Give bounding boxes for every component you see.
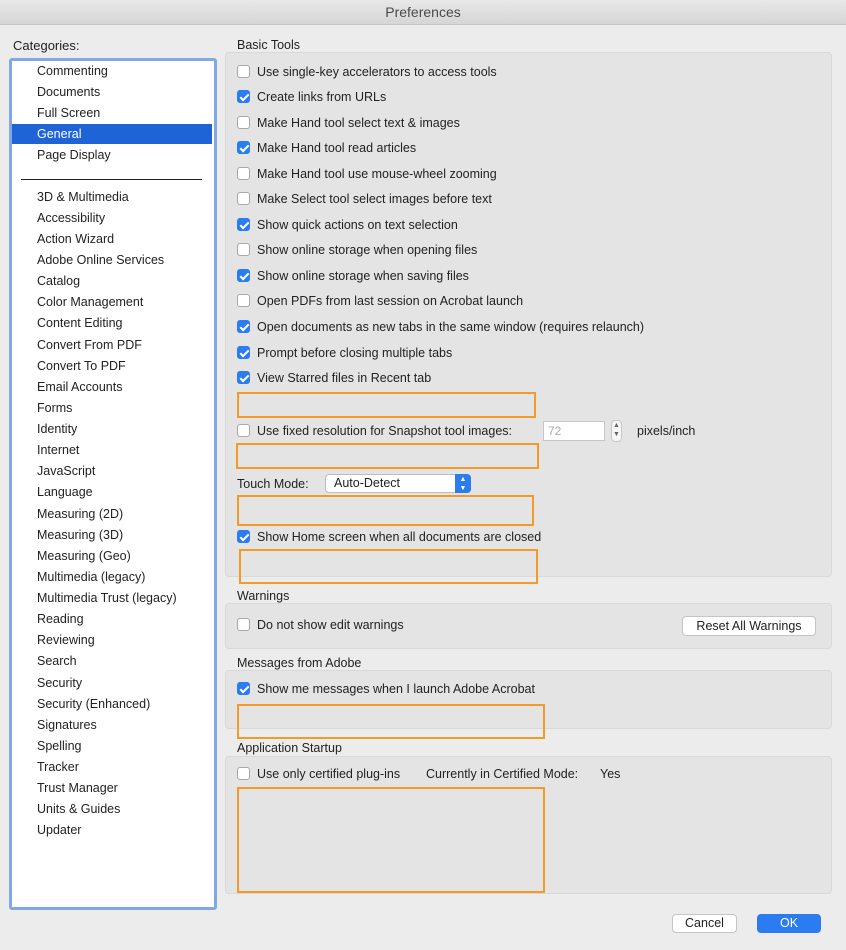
highlight-box xyxy=(237,392,536,418)
sidebar-item[interactable]: Convert From PDF xyxy=(37,338,142,352)
checkbox[interactable] xyxy=(237,320,250,333)
sidebar-item[interactable]: Multimedia Trust (legacy) xyxy=(37,591,177,605)
sidebar-item[interactable]: Measuring (2D) xyxy=(37,507,124,521)
touch-mode-value: Auto-Detect xyxy=(334,476,401,490)
sidebar-item[interactable]: Reviewing xyxy=(37,633,95,647)
section-title-messages: Messages from Adobe xyxy=(237,656,362,670)
sidebar-item[interactable]: Identity xyxy=(37,422,78,436)
highlight-box xyxy=(237,495,534,526)
stepper-up-icon[interactable]: ▲ xyxy=(613,422,620,429)
checkbox[interactable] xyxy=(237,192,250,205)
sidebar-item[interactable]: Language xyxy=(37,485,93,499)
sidebar-item-commenting[interactable]: Commenting xyxy=(37,64,108,78)
cancel-button[interactable]: Cancel xyxy=(672,914,737,933)
sidebar-item-full-screen[interactable]: Full Screen xyxy=(37,106,101,120)
checkbox[interactable] xyxy=(237,269,250,282)
checkbox[interactable] xyxy=(237,141,250,154)
sidebar-item[interactable]: Security (Enhanced) xyxy=(37,697,151,711)
categories-list[interactable] xyxy=(9,58,217,910)
checkbox[interactable] xyxy=(237,90,250,103)
stepper-down-icon[interactable]: ▼ xyxy=(613,431,620,438)
section-title-basic-tools: Basic Tools xyxy=(237,38,300,52)
sidebar-item-page-display[interactable]: Page Display xyxy=(37,148,111,162)
checkbox[interactable] xyxy=(237,243,250,256)
sidebar-item[interactable]: Content Editing xyxy=(37,316,123,330)
sidebar-item[interactable]: Reading xyxy=(37,612,84,626)
highlight-box xyxy=(239,549,538,584)
select-chevron-icon: ▲ ▼ xyxy=(455,474,471,493)
section-title-warnings: Warnings xyxy=(237,589,290,603)
checkbox[interactable] xyxy=(237,346,250,359)
sidebar-item-general[interactable]: General xyxy=(12,124,212,144)
checkbox[interactable] xyxy=(237,424,250,437)
checkbox[interactable] xyxy=(237,767,250,780)
sidebar-item[interactable]: Multimedia (legacy) xyxy=(37,570,146,584)
checkbox[interactable] xyxy=(237,682,250,695)
sidebar-item[interactable]: Spelling xyxy=(37,739,82,753)
checkbox[interactable] xyxy=(237,218,250,231)
checkbox[interactable] xyxy=(237,294,250,307)
sidebar-item[interactable]: Adobe Online Services xyxy=(37,253,165,267)
sidebar-item[interactable]: Email Accounts xyxy=(37,380,123,394)
sidebar-item[interactable]: Security xyxy=(37,676,83,690)
sidebar-item[interactable]: Forms xyxy=(37,401,73,415)
resolution-unit: pixels/inch xyxy=(637,424,696,438)
touch-mode-select[interactable] xyxy=(325,474,471,493)
ok-button[interactable]: OK xyxy=(757,914,821,933)
categories-label: Categories: xyxy=(13,38,80,53)
sidebar-item[interactable]: Catalog xyxy=(37,274,81,288)
certified-mode-label: Currently in Certified Mode: xyxy=(426,767,579,781)
highlight-box xyxy=(237,704,545,739)
sidebar-item[interactable]: 3D & Multimedia xyxy=(37,190,129,204)
highlight-box xyxy=(237,787,545,893)
sidebar-item[interactable]: Convert To PDF xyxy=(37,359,126,373)
resolution-input[interactable]: 72 xyxy=(543,421,605,441)
checkbox[interactable] xyxy=(237,167,250,180)
resolution-stepper[interactable] xyxy=(611,420,622,442)
sidebar-item-documents[interactable]: Documents xyxy=(37,85,101,99)
sidebar-item[interactable]: Internet xyxy=(37,443,80,457)
sidebar-item[interactable]: Signatures xyxy=(37,718,97,732)
checkbox[interactable] xyxy=(237,618,250,631)
sidebar-item[interactable]: Search xyxy=(37,654,77,668)
checkbox[interactable] xyxy=(237,530,250,543)
sidebar-item[interactable]: Accessibility xyxy=(37,211,106,225)
sidebar-item[interactable]: Updater xyxy=(37,823,82,837)
title-bar xyxy=(0,0,846,25)
sidebar-item[interactable]: Measuring (Geo) xyxy=(37,549,131,563)
reset-all-warnings-button[interactable]: Reset All Warnings xyxy=(682,616,816,636)
highlight-box xyxy=(236,443,539,469)
sidebar-item[interactable]: Measuring (3D) xyxy=(37,528,124,542)
certified-mode-value: Yes xyxy=(600,767,621,781)
touch-mode-label: Touch Mode: xyxy=(237,477,309,491)
sidebar-divider xyxy=(21,179,202,180)
checkbox[interactable] xyxy=(237,371,250,384)
sidebar-item[interactable]: Units & Guides xyxy=(37,802,121,816)
window-title: Preferences xyxy=(385,4,461,20)
sidebar-item[interactable]: Action Wizard xyxy=(37,232,115,246)
sidebar-item[interactable]: Trust Manager xyxy=(37,781,118,795)
section-title-startup: Application Startup xyxy=(237,741,342,755)
sidebar-item[interactable]: JavaScript xyxy=(37,464,96,478)
sidebar-item[interactable]: Color Management xyxy=(37,295,144,309)
checkbox[interactable] xyxy=(237,116,250,129)
sidebar-item[interactable]: Tracker xyxy=(37,760,79,774)
checkbox[interactable] xyxy=(237,65,250,78)
